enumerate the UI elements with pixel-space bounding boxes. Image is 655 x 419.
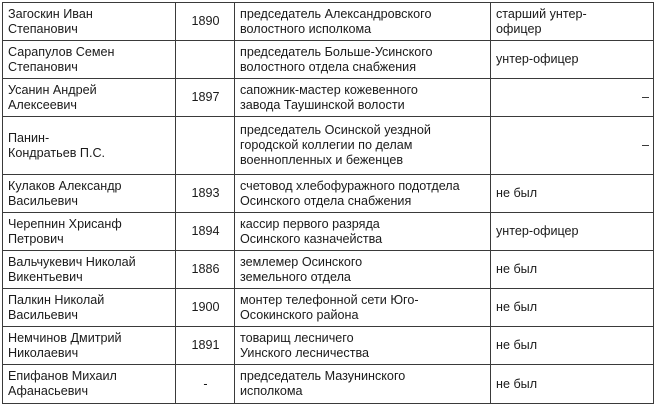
military-rank-cell: старший унтер- офицер [491, 3, 654, 41]
person-name-cell: Панин- Кондратьев П.С. [3, 117, 176, 175]
birth-year-cell [176, 117, 235, 175]
military-rank-cell: – [491, 117, 654, 175]
military-rank-cell: не был [491, 365, 654, 404]
person-name-cell: Немчинов Дмитрий Николаевич [3, 327, 176, 365]
person-name-cell: Загоскин Иван Степанович [3, 3, 176, 41]
table-row [3, 327, 654, 365]
military-rank-cell: не был [491, 289, 654, 327]
position-cell: монтер телефонной сети Юго- Осокинского района [235, 289, 491, 327]
birth-year-cell: - [176, 365, 235, 404]
position-cell: землемер Осинского земельного отдела [235, 251, 491, 289]
position-cell: председатель Мазунинского исполкома [235, 365, 491, 404]
person-name-cell: Епифанов Михаил Афанасьевич [3, 365, 176, 404]
birth-year-cell: 1891 [176, 327, 235, 365]
person-name-cell: Усанин Андрей Алексеевич [3, 79, 176, 117]
military-rank-cell: не был [491, 175, 654, 213]
person-name-cell: Черепнин Хрисанф Петрович [3, 213, 176, 251]
personnel-table [2, 2, 654, 404]
table-row [3, 175, 654, 213]
table-row [3, 289, 654, 327]
table-row [3, 41, 654, 79]
military-rank-cell: унтер-офицер [491, 41, 654, 79]
person-name-cell: Кулаков Александр Васильевич [3, 175, 176, 213]
table-row [3, 79, 654, 117]
military-rank-cell: не был [491, 251, 654, 289]
military-rank-cell: – [491, 79, 654, 117]
birth-year-cell: 1890 [176, 3, 235, 41]
birth-year-cell: 1900 [176, 289, 235, 327]
birth-year-cell: 1886 [176, 251, 235, 289]
position-cell: председатель Больше-Усинского волостного отдела снабжения [235, 41, 491, 79]
table-body [3, 3, 654, 404]
position-cell: товарищ лесничего Уинского лесничества [235, 327, 491, 365]
person-name-cell: Сарапулов Семен Степанович [3, 41, 176, 79]
position-cell: кассир первого разряда Осинского казначейства [235, 213, 491, 251]
position-cell: счетовод хлебофуражного подотдела Осинского отдела снабжения [235, 175, 491, 213]
position-cell: сапожник-мастер кожевенного завода Таушинской волости [235, 79, 491, 117]
table-row [3, 213, 654, 251]
table-row [3, 251, 654, 289]
person-name-cell: Вальчукевич Николай Викентьевич [3, 251, 176, 289]
military-rank-cell: унтер-офицер [491, 213, 654, 251]
birth-year-cell: 1894 [176, 213, 235, 251]
person-name-cell: Палкин Николай Васильевич [3, 289, 176, 327]
military-rank-cell: не был [491, 327, 654, 365]
birth-year-cell: 1893 [176, 175, 235, 213]
position-cell: председатель Осинской уездной городской коллегии по делам военнопленных и беженцев [235, 117, 491, 175]
table-row [3, 3, 654, 41]
birth-year-cell [176, 41, 235, 79]
table-row [3, 365, 654, 404]
table-row [3, 117, 654, 175]
birth-year-cell: 1897 [176, 79, 235, 117]
position-cell: председатель Александровского волостного исполкома [235, 3, 491, 41]
